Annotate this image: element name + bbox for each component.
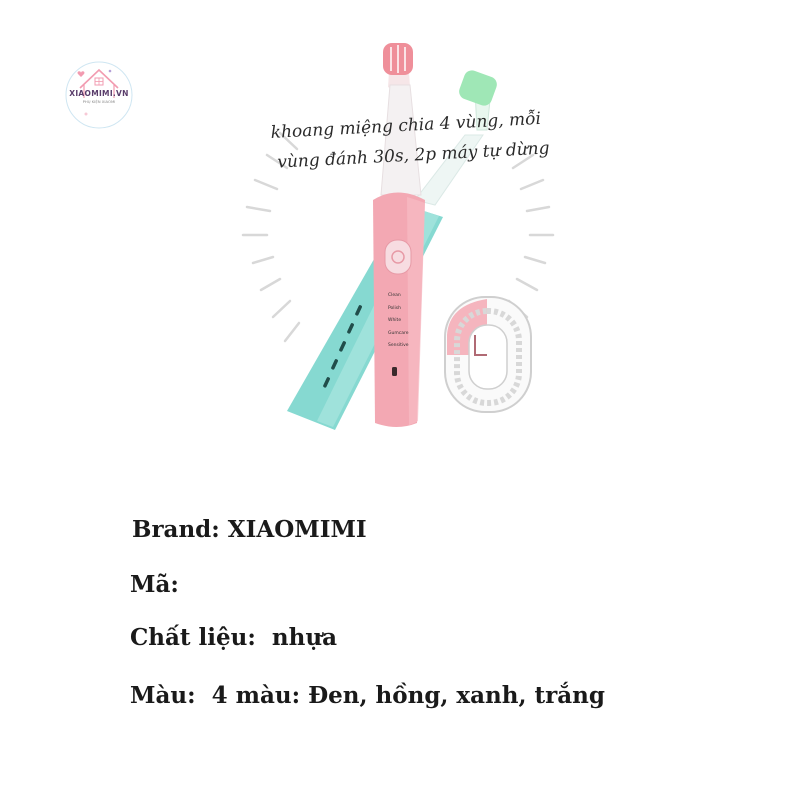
- spec-material-value: nhựa: [271, 624, 337, 651]
- spec-material-label: Chất liệu:: [130, 624, 256, 651]
- pink-toothbrush: [373, 43, 425, 427]
- mouth-quadrant-diagram: [445, 297, 531, 412]
- logo-tagline: PHỤ KIỆN XIAOMI: [82, 99, 116, 104]
- spec-color-label: Màu:: [130, 682, 196, 709]
- mode-label: Polish: [388, 305, 402, 311]
- caption-line-1: khoang miệng chia 4 vùng, mỗi: [270, 108, 542, 143]
- spec-color: [130, 682, 605, 709]
- spec-code: Mã:: [130, 571, 179, 598]
- caption-line-2: vùng đánh 30s, 2p máy tự dừng: [276, 138, 550, 173]
- spec-color-value: 4 màu: Đen, hồng, xanh, trắng: [211, 682, 605, 709]
- mode-label: White: [388, 318, 402, 323]
- product-image: [225, 35, 575, 430]
- brand-logo: [62, 58, 136, 132]
- logo-brand-text: XIAOMIMI.VN: [69, 89, 129, 98]
- toothbrush-illustration: [225, 35, 575, 430]
- mode-label: Sensitive: [388, 343, 409, 348]
- spec-material: [130, 624, 337, 651]
- spec-brand: Brand: XIAOMIMI: [132, 516, 367, 543]
- mode-label: Gumcare: [388, 330, 409, 336]
- mode-label: Clean: [388, 293, 401, 298]
- mode-labels: [388, 290, 409, 353]
